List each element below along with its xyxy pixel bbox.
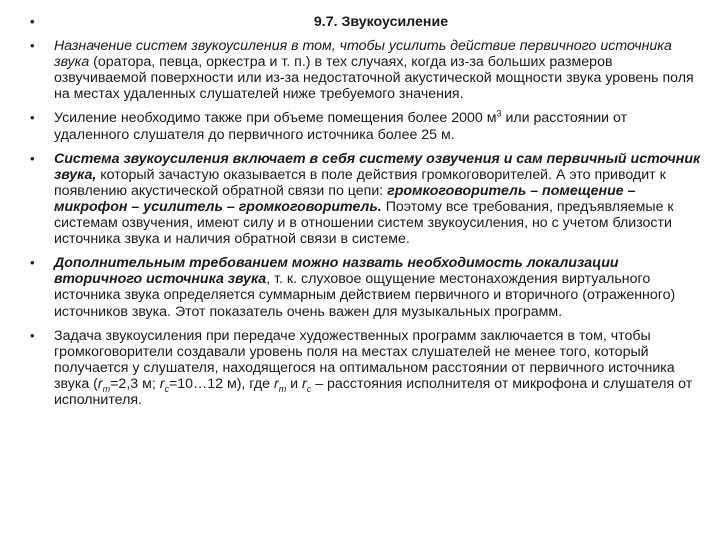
list-item-task — [30, 328, 702, 408]
volume-sup: 3 — [496, 108, 502, 119]
list-item-system — [30, 151, 702, 248]
bullet-icon: • — [30, 14, 35, 29]
rm-sub: m — [102, 383, 111, 394]
bullet-icon: • — [30, 255, 35, 271]
rc-value: =10…12 м), где — [168, 375, 274, 392]
and-text: и — [286, 375, 303, 392]
bullet-icon: • — [30, 110, 35, 126]
system-lead: Система звукоусиления включает в себя систему озвучения и сам первичный источник звука, — [54, 150, 701, 183]
volume-text-post: или расстоянии от удаленного слушателя до первичного источника более 25 м. — [54, 110, 628, 143]
rm-symbol: r — [97, 375, 103, 392]
slide-title-item — [30, 14, 702, 30]
bullet-icon: • — [30, 38, 35, 54]
localization-rest: , т. к. слуховое ощущение местонахождения виртуального источника звука определяется суммарным действием первичного и вторичного (отраженного) источников звука. Этот показатель очень важен для музыкальных программ. — [54, 271, 676, 320]
list-item-volume — [30, 110, 702, 142]
rc-symbol: r — [159, 375, 165, 392]
feedback-chain: громкоговоритель – помещение – микрофон – усилитель – громкоговоритель. — [54, 182, 636, 215]
slide-title: 9.7. Звукоусиление — [313, 14, 449, 30]
rc-sub-2: c — [306, 383, 312, 394]
purpose-lead: Назначение систем звукоусиления в том, чтобы усилить действие первичного источника звука — [54, 38, 672, 71]
list-item-purpose — [30, 38, 702, 102]
rc-sub: c — [164, 383, 169, 394]
task-text-pre: Задача звукоусиления при передаче художественных программ заключается в том, чтобы громкоговорители создавали уровень поля на местах слушателей не менее того, который получается у слушателя, находящегося на оптимальном расстоянии от первичного источника звука ( — [54, 327, 675, 392]
rc-symbol-2: r — [302, 375, 307, 392]
bullet-icon: • — [30, 327, 35, 343]
rm-sub-2: m — [278, 383, 287, 394]
task-text-post: – расстояния исполнителя от микрофона и слушателя от исполнителя. — [54, 375, 693, 408]
system-rest: Поэтому все требования, предъявляемые к системам озвучения, имеют силу и в отношении систем звукоусиления, но с учетом близости источника звука и наличия обратной связи в системе. — [54, 198, 674, 248]
list-item-localization — [30, 255, 702, 319]
system-mid: который зачастую оказывается в поле действия громкоговорителей. А это приводит к появлению акустической обратной связи по цепи: — [54, 166, 666, 199]
bullet-list — [30, 14, 702, 416]
volume-text-pre: Усиление необходимо также при объеме помещения более 2000 м — [54, 110, 497, 127]
rm-value: =2,3 м; — [110, 375, 160, 392]
localization-lead: Дополнительным требованием можно назвать необходимость локализации вторичного источника звука — [54, 255, 619, 288]
bullet-icon: • — [30, 150, 35, 166]
rm-symbol-2: r — [273, 375, 279, 392]
purpose-text: (оратора, певца, оркестра и т. п.) в тех случаях, когда из-за больших размеров озвучиваемой поверхности или из-за недостаточной акустической мощности звука уровень поля на местах удаленных слушателей ниже требуемого значения. — [54, 54, 694, 103]
